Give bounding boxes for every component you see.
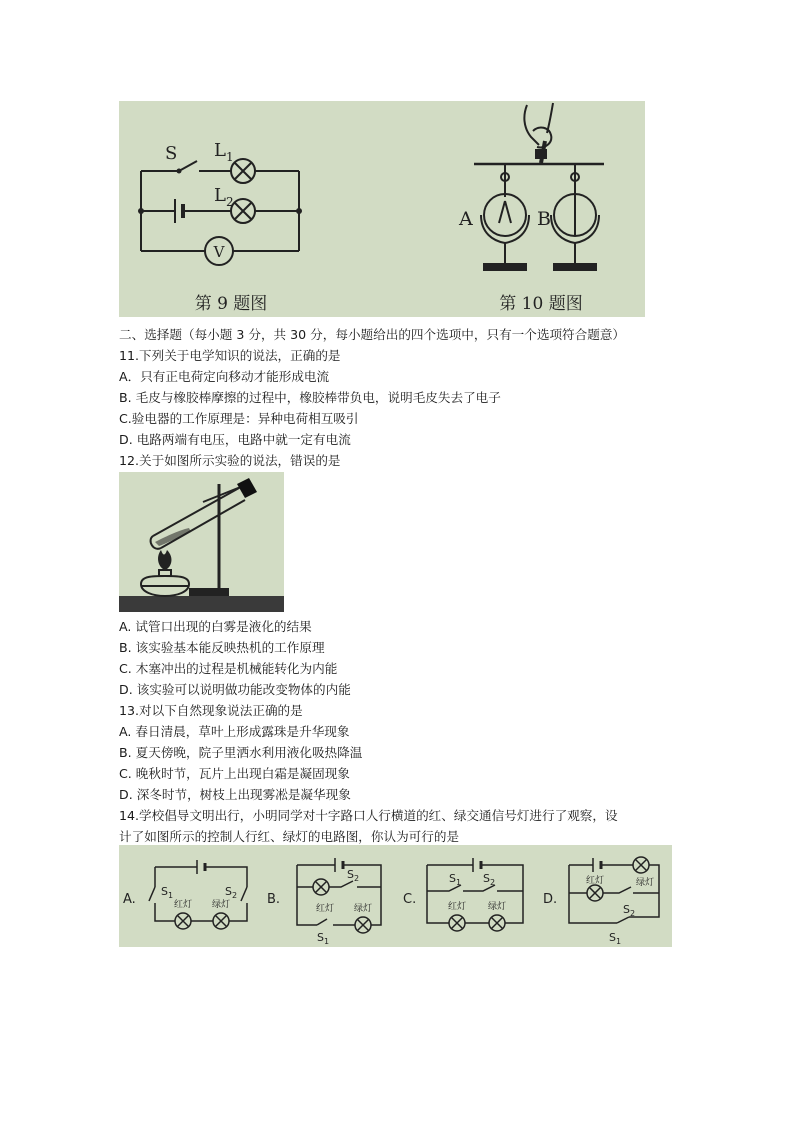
fig10-electroscope-a bbox=[481, 164, 529, 263]
fig14-a-green-lamp bbox=[213, 913, 229, 929]
fig12-stand-base bbox=[189, 588, 229, 596]
fig14-b-red-lamp bbox=[313, 879, 329, 895]
q13-stem: 13.对以下自然现象说法正确的是 bbox=[119, 703, 303, 718]
fig14-c-red-lamp bbox=[449, 915, 465, 931]
fig14-d-letter: D. bbox=[543, 892, 558, 907]
fig9-l2-label: $L_2$ bbox=[214, 185, 234, 209]
fig9-l1-label: $L_1$ bbox=[214, 140, 234, 164]
fig14-a-red-lamp bbox=[175, 913, 191, 929]
q12-stem: 12.关于如图所示实验的说法，错误的是 bbox=[119, 453, 341, 468]
fig10-label-b: B bbox=[537, 208, 551, 230]
fig9-switch-pivot bbox=[177, 169, 182, 174]
fig14-c-green-lamp bbox=[489, 915, 505, 931]
figure-12-experiment bbox=[119, 472, 284, 612]
figure-9-10 bbox=[119, 101, 645, 317]
figure-9-10-drawing bbox=[119, 101, 645, 317]
fig10-caption: 第 10 题图 bbox=[499, 294, 583, 314]
fig12-table bbox=[119, 596, 284, 612]
fig14-a-letter: A. bbox=[123, 892, 136, 907]
fig9-junction-right bbox=[296, 208, 302, 214]
fig10-label-a: A bbox=[459, 208, 473, 230]
fig14-d-s2: $S_2$ bbox=[623, 903, 636, 918]
q14-stem-line2: 计了如图所示的控制人行红、绿灯的电路图，你认为可行的是 bbox=[119, 829, 460, 844]
fig14-b-green-lamp bbox=[355, 917, 371, 933]
q13-option-d: D. 深冬时节，树枝上出现雾凇是凝华现象 bbox=[119, 787, 351, 802]
fig14-b-letter: B. bbox=[267, 892, 281, 907]
figure-12-drawing bbox=[119, 472, 284, 612]
fig12-alcohol-lamp bbox=[141, 570, 189, 596]
figure-14-drawing bbox=[119, 845, 672, 947]
figure-14-circuits bbox=[119, 845, 672, 947]
section-heading: 二、选择题（每小题 3 分，共 30 分，每小题给出的四个选项中，只有一个选项符合题意） bbox=[119, 327, 626, 342]
q12-option-c: C. 木塞冲出的过程是机械能转化为内能 bbox=[119, 661, 338, 676]
fig14-c-red-label: 红灯 bbox=[447, 902, 467, 912]
fig14-a-red-label: 红灯 bbox=[173, 900, 193, 910]
q11-option-c: C.验电器的工作原理是：异种电荷相互吸引 bbox=[119, 411, 359, 426]
fig9-lamp-l1 bbox=[231, 159, 255, 183]
q13-option-a: A. 春日清晨，草叶上形成露珠是升华现象 bbox=[119, 724, 350, 739]
fig14-d-red-label: 红灯 bbox=[585, 876, 605, 886]
fig14-circuit-a bbox=[123, 860, 247, 929]
fig9-junction-left bbox=[138, 208, 144, 214]
fig14-c-green-label: 绿灯 bbox=[487, 902, 507, 912]
fig14-b-red-label: 红灯 bbox=[315, 904, 335, 914]
fig14-a-s1: $S_1$ bbox=[161, 885, 174, 900]
fig9-switch-label: S bbox=[165, 143, 178, 164]
fig9-caption: 第 9 题图 bbox=[194, 294, 268, 314]
fig14-circuit-b bbox=[267, 858, 381, 946]
fig14-c-s2: $S_2$ bbox=[483, 872, 496, 887]
fig14-a-s2: $S_2$ bbox=[225, 885, 238, 900]
q12-option-a: A. 试管口出现的白雾是液化的结果 bbox=[119, 619, 312, 634]
fig14-circuit-d bbox=[543, 857, 659, 946]
fig14-d-green-lamp bbox=[633, 857, 649, 873]
q11-option-b: B. 毛皮与橡胶棒摩擦的过程中，橡胶棒带负电，说明毛皮失去了电子 bbox=[119, 390, 501, 405]
q12-option-b: B. 该实验基本能反映热机的工作原理 bbox=[119, 640, 325, 655]
q11-option-d: D. 电路两端有电压，电路中就一定有电流 bbox=[119, 432, 351, 447]
q13-option-c: C. 晚秋时节，瓦片上出现白霜是凝固现象 bbox=[119, 766, 350, 781]
fig14-a-green-label: 绿灯 bbox=[211, 900, 231, 910]
fig14-d-s1: $S_1$ bbox=[609, 931, 622, 946]
q11-stem: 11.下列关于电学知识的说法，正确的是 bbox=[119, 348, 341, 363]
fig9-voltmeter-label: V bbox=[213, 243, 225, 261]
fig10-base-b bbox=[553, 263, 597, 271]
fig14-b-green-label: 绿灯 bbox=[353, 904, 373, 914]
fig14-c-letter: C. bbox=[403, 892, 417, 907]
fig12-water bbox=[155, 528, 191, 546]
fig12-cork bbox=[237, 478, 257, 498]
q11-option-a: A．只有正电荷定向移动才能形成电流 bbox=[119, 369, 330, 384]
fig12-flame bbox=[158, 550, 171, 570]
fig9-lamp-l2 bbox=[231, 199, 255, 223]
fig10-rod-holder bbox=[535, 149, 547, 159]
fig14-d-green-label: 绿灯 bbox=[635, 878, 655, 888]
fig14-c-s1: $S_1$ bbox=[449, 872, 462, 887]
fig14-b-s2: $S_2$ bbox=[347, 868, 360, 883]
q13-option-b: B. 夏天傍晚，院子里洒水利用液化吸热降温 bbox=[119, 745, 363, 760]
fig10-electroscope-b bbox=[551, 164, 599, 263]
q12-option-d: D. 该实验可以说明做功能改变物体的内能 bbox=[119, 682, 351, 697]
fig10-base-a bbox=[483, 263, 527, 271]
fig14-circuit-c bbox=[403, 858, 523, 931]
q14-stem-line1: 14.学校倡导文明出行，小明同学对十字路口人行横道的红、绿交通信号灯进行了观察，设 bbox=[119, 808, 618, 823]
fig14-b-s1: $S_1$ bbox=[317, 931, 330, 946]
fig14-d-red-lamp bbox=[587, 885, 603, 901]
